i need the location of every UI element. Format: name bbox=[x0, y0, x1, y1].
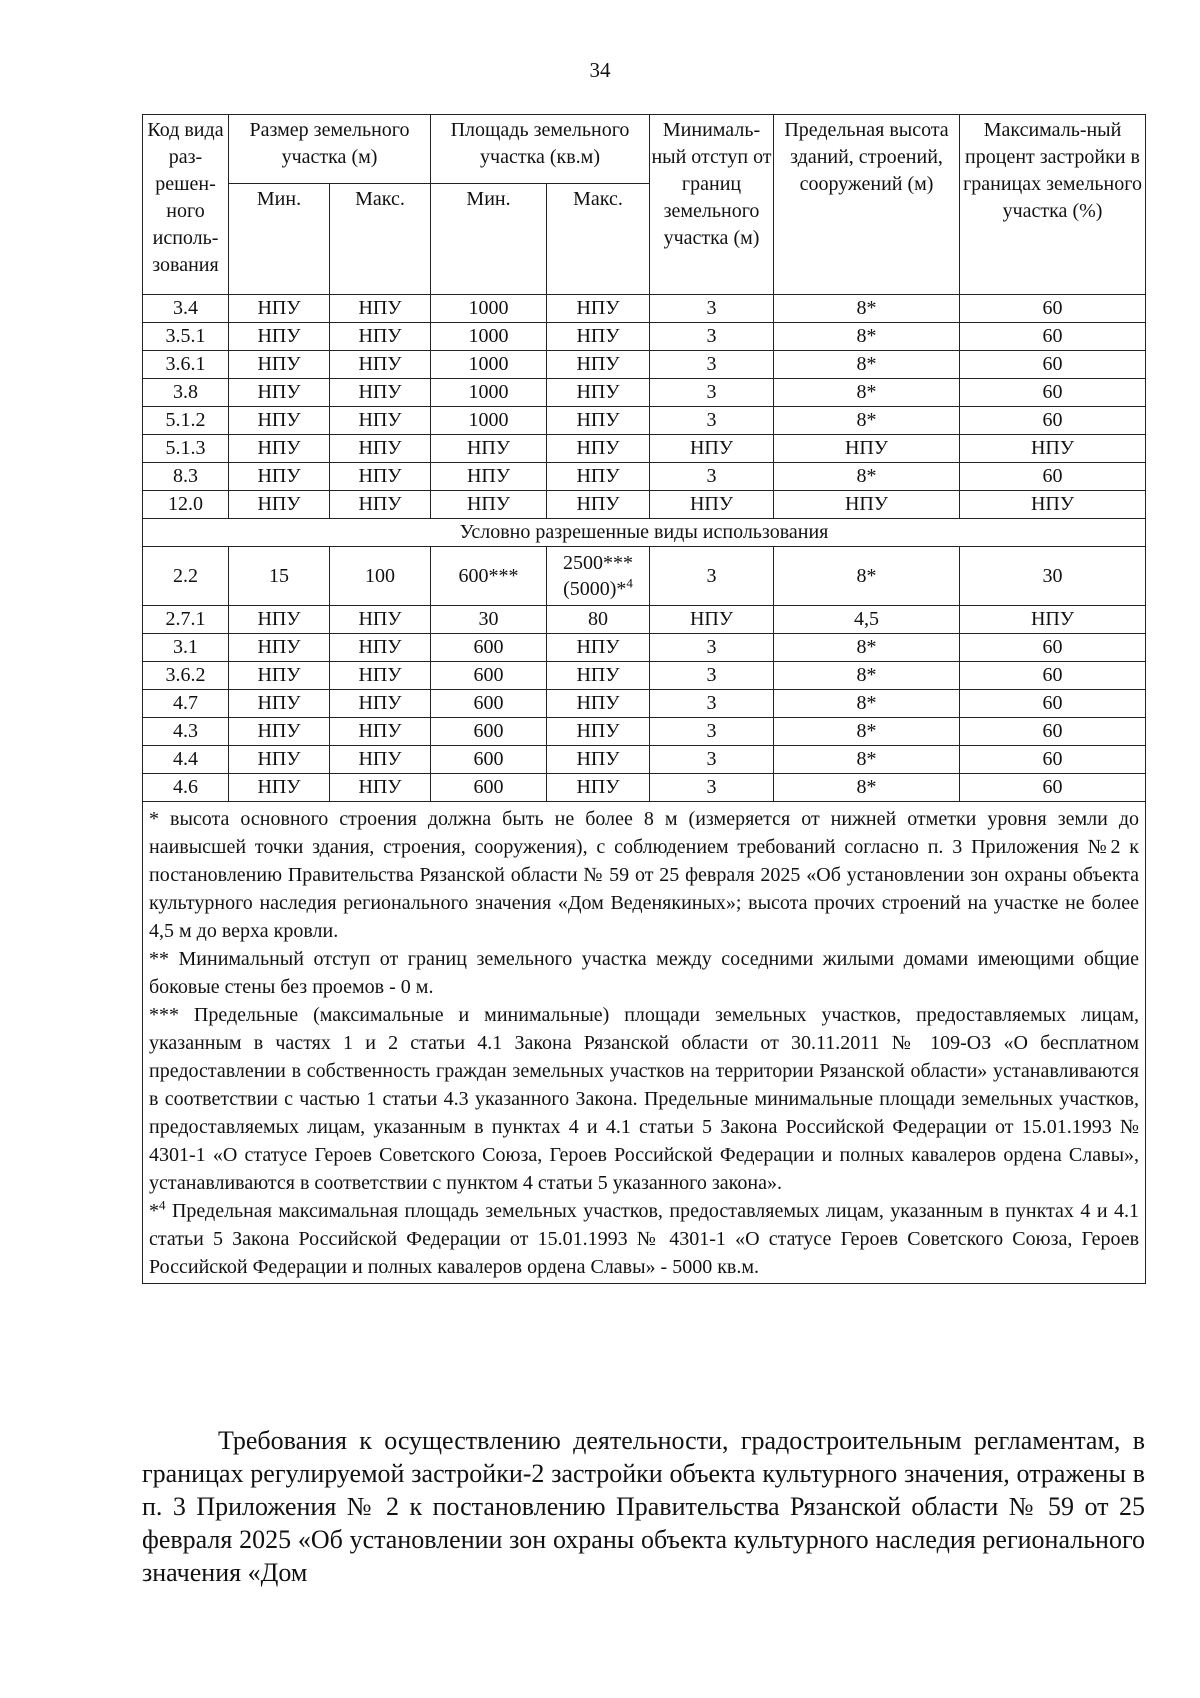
area-max-line1: 2500*** bbox=[563, 552, 634, 574]
header-row-1 bbox=[143, 115, 1146, 184]
header-code: Код вида раз-решен-ного исполь-зования bbox=[143, 115, 229, 295]
cell-height: 8* bbox=[774, 634, 960, 662]
cell-size-min: НПУ bbox=[229, 351, 330, 379]
cell-area-min: НПУ bbox=[431, 435, 547, 463]
cell-size-min: НПУ bbox=[229, 463, 330, 491]
cell-percent: 60 bbox=[960, 463, 1146, 491]
cell-area-min: 1000 bbox=[431, 351, 547, 379]
header-size-group: Размер земельного участка (м) bbox=[229, 115, 431, 184]
cell-percent: 30 bbox=[960, 547, 1146, 606]
header-size-min: Мин. bbox=[229, 184, 330, 295]
cell-area-min: 1000 bbox=[431, 323, 547, 351]
cell-setback: 3 bbox=[650, 662, 774, 690]
header-min-setback: Минималь-ный отступ от границ земельного участка (м) bbox=[650, 115, 774, 295]
table-row bbox=[143, 491, 1146, 519]
cell-setback: 3 bbox=[650, 323, 774, 351]
cell-area-min: 1000 bbox=[431, 407, 547, 435]
cell-percent: 60 bbox=[960, 295, 1146, 323]
cell-setback: 3 bbox=[650, 351, 774, 379]
area-max-line2: (5000)* bbox=[563, 578, 627, 600]
cell-area-min: 1000 bbox=[431, 379, 547, 407]
cell-code: 2.2 bbox=[143, 547, 229, 606]
header-max-percent: Максималь-ный процент застройки в границах земельного участка (%) bbox=[960, 115, 1146, 295]
cell-size-min: НПУ bbox=[229, 295, 330, 323]
cell-code: 3.8 bbox=[143, 379, 229, 407]
note-max-area-mark: * bbox=[149, 1200, 159, 1222]
table-row bbox=[143, 323, 1146, 351]
cell-setback: НПУ bbox=[650, 606, 774, 634]
cell-size-max: НПУ bbox=[330, 379, 431, 407]
cell-size-max: НПУ bbox=[330, 690, 431, 718]
cell-code: 3.6.2 bbox=[143, 662, 229, 690]
cell-height: 8* bbox=[774, 351, 960, 379]
note-max-area-sup: 4 bbox=[159, 1197, 166, 1213]
cell-percent: 60 bbox=[960, 634, 1146, 662]
cell-setback: 3 bbox=[650, 295, 774, 323]
cell-size-min: НПУ bbox=[229, 323, 330, 351]
cell-height: 8* bbox=[774, 662, 960, 690]
cell-size-min: НПУ bbox=[229, 662, 330, 690]
table-row bbox=[143, 351, 1146, 379]
cell-height: 8* bbox=[774, 295, 960, 323]
page-number: 34 bbox=[589, 58, 611, 82]
header-max-height: Предельная высота зданий, строений, сооружений (м) bbox=[774, 115, 960, 295]
cell-area-max: НПУ bbox=[547, 491, 650, 519]
cell-percent: 60 bbox=[960, 407, 1146, 435]
cell-size-max: НПУ bbox=[330, 295, 431, 323]
cell-code: 4.7 bbox=[143, 690, 229, 718]
cell-area-min: 600 bbox=[431, 774, 547, 802]
cell-size-min: НПУ bbox=[229, 407, 330, 435]
cell-area-max: НПУ bbox=[547, 351, 650, 379]
table-row bbox=[143, 606, 1146, 634]
cell-code: 4.6 bbox=[143, 774, 229, 802]
footnote-sup: 4 bbox=[626, 575, 633, 591]
cell-code: 4.4 bbox=[143, 746, 229, 774]
main-rows bbox=[143, 295, 1146, 519]
cell-area-max bbox=[547, 547, 650, 606]
cell-percent: 60 bbox=[960, 379, 1146, 407]
cell-setback: 3 bbox=[650, 547, 774, 606]
cell-size-min: НПУ bbox=[229, 379, 330, 407]
cell-size-max: НПУ bbox=[330, 774, 431, 802]
cell-area-max: НПУ bbox=[547, 718, 650, 746]
cell-area-min: 600 bbox=[431, 634, 547, 662]
cell-code: 3.1 bbox=[143, 634, 229, 662]
cell-area-min: 600*** bbox=[431, 547, 547, 606]
cell-area-min: 1000 bbox=[431, 295, 547, 323]
conditional-section bbox=[143, 519, 1146, 606]
notes-row bbox=[143, 802, 1146, 1284]
note-max-area bbox=[149, 1197, 1139, 1281]
table-row bbox=[143, 435, 1146, 463]
cell-size-max: НПУ bbox=[330, 606, 431, 634]
regulations-table bbox=[142, 114, 1146, 1284]
cell-height: 8* bbox=[774, 463, 960, 491]
note-setback: ** Минимальный отступ от границ земельного участка между соседними жилыми домами имеющими общие боковые стены без проемов - 0 м. bbox=[149, 948, 1140, 998]
cell-height: 8* bbox=[774, 547, 960, 606]
cell-size-min: 15 bbox=[229, 547, 330, 606]
cell-setback: 3 bbox=[650, 718, 774, 746]
cell-percent: НПУ bbox=[960, 606, 1146, 634]
table-row bbox=[143, 690, 1146, 718]
cell-size-max: 100 bbox=[330, 547, 431, 606]
cell-area-min: 600 bbox=[431, 690, 547, 718]
cell-area-max: НПУ bbox=[547, 295, 650, 323]
cell-percent: 60 bbox=[960, 718, 1146, 746]
cell-area-max: НПУ bbox=[547, 323, 650, 351]
cell-setback: 3 bbox=[650, 634, 774, 662]
cell-setback: 3 bbox=[650, 746, 774, 774]
cell-area-max: НПУ bbox=[547, 379, 650, 407]
body-paragraph: Требования к осуществлению деятельности, градостроительным регламентам, в границах регулируемой застройки-2 застройки объекта культурного значения, отражены в п. 3 Приложения № 2 к постановлению Правительства Рязанской области № 59 от 25 февраля 2025 «Об установлении зон охраны объекта культурного наследия регионального значения «Дом bbox=[142, 1426, 1145, 1587]
cell-height: 4,5 bbox=[774, 606, 960, 634]
header-size-max: Макс. bbox=[330, 184, 431, 295]
cell-area-min: 30 bbox=[431, 606, 547, 634]
cell-setback: НПУ bbox=[650, 491, 774, 519]
table-row bbox=[143, 774, 1146, 802]
cell-area-max: НПУ bbox=[547, 407, 650, 435]
cell-height: НПУ bbox=[774, 491, 960, 519]
cell-percent: 60 bbox=[960, 351, 1146, 379]
table-row bbox=[143, 463, 1146, 491]
cell-height: 8* bbox=[774, 718, 960, 746]
cell-area-max: 80 bbox=[547, 606, 650, 634]
cell-size-max: НПУ bbox=[330, 718, 431, 746]
cell-code: 12.0 bbox=[143, 491, 229, 519]
cell-size-min: НПУ bbox=[229, 491, 330, 519]
cell-area-max: НПУ bbox=[547, 435, 650, 463]
cell-code: 3.5.1 bbox=[143, 323, 229, 351]
note-area-limits: *** Предельные (максимальные и минимальные) площади земельных участков, предоставляемых лицам, указанным в частях 1 и 2 статьи 4.1 Закона Рязанской области от 30.11.2011 № 109-ОЗ «О бесплатном предоставлении в собственность граждан земельных участков на территории Рязанской области» устанавливаются в соответствии с частью 1 статьи 4.3 указанного Закона. Предельные минимальные площади земельных участков, предоставляемых лицам, указанным в пунктах 4 и 4.1 статьи 5 Закона Российской Федерации от 15.01.1993 № 4301-1 «О статусе Героев Советского Союза, Героев Российской Федерации и полных кавалеров ордена Славы», устанавливаются в соответствии с пунктом 4 статьи 5 указанного закона». bbox=[149, 1004, 1140, 1194]
cell-height: 8* bbox=[774, 746, 960, 774]
note-height: * высота основного строения должна быть не более 8 м (измеряется от нижней отметки уровня земли до наивысшей точки здания, строения, сооружения), с соблюдением требований согласно п. 3 Приложения №2 к постановлению Правительства Рязанской области № 59 от 25 февраля 2025 «Об установлении зон охраны объекта культурного наследия регионального значения «Дом Веденякиных»; высота прочих строений на участке не более 4,5 м до верха кровли. bbox=[149, 808, 1140, 942]
cell-size-min: НПУ bbox=[229, 634, 330, 662]
cell-percent: НПУ bbox=[960, 491, 1146, 519]
cell-area-min: НПУ bbox=[431, 463, 547, 491]
cell-size-min: НПУ bbox=[229, 606, 330, 634]
cell-size-max: НПУ bbox=[330, 407, 431, 435]
section-row bbox=[143, 519, 1146, 547]
note-max-area-text: Предельная максимальная площадь земельных участков, предоставляемых лицам, указанным в пунктах 4 и 4.1 статьи 5 Закона Российской Федерации от 15.01.1993 № 4301-1 «О статусе Героев Советского Союза, Героев Российской Федерации и полных кавалеров ордена Славы» - 5000 кв.м. bbox=[149, 1200, 1140, 1278]
cell-area-min: 600 bbox=[431, 662, 547, 690]
cell-code: 3.4 bbox=[143, 295, 229, 323]
section-title: Условно разрешенные виды использования bbox=[143, 519, 1146, 547]
table-row bbox=[143, 634, 1146, 662]
cell-area-min: 600 bbox=[431, 746, 547, 774]
cell-code: 5.1.3 bbox=[143, 435, 229, 463]
cell-height: 8* bbox=[774, 690, 960, 718]
cell-setback: 3 bbox=[650, 407, 774, 435]
cell-size-max: НПУ bbox=[330, 435, 431, 463]
cell-size-min: НПУ bbox=[229, 690, 330, 718]
cell-percent: 60 bbox=[960, 662, 1146, 690]
cell-area-max: НПУ bbox=[547, 690, 650, 718]
cell-size-min: НПУ bbox=[229, 435, 330, 463]
cell-percent: 60 bbox=[960, 690, 1146, 718]
cell-setback: 3 bbox=[650, 463, 774, 491]
cell-size-max: НПУ bbox=[330, 351, 431, 379]
cell-size-min: НПУ bbox=[229, 746, 330, 774]
cell-setback: 3 bbox=[650, 379, 774, 407]
cell-setback: НПУ bbox=[650, 435, 774, 463]
notes-cell bbox=[143, 802, 1146, 1284]
cell-height: НПУ bbox=[774, 435, 960, 463]
cell-size-max: НПУ bbox=[330, 323, 431, 351]
cell-size-max: НПУ bbox=[330, 463, 431, 491]
cell-code: 2.7.1 bbox=[143, 606, 229, 634]
cell-code: 4.3 bbox=[143, 718, 229, 746]
cell-area-max: НПУ bbox=[547, 774, 650, 802]
cell-area-min: НПУ bbox=[431, 491, 547, 519]
table-row bbox=[143, 547, 1146, 606]
cell-area-max: НПУ bbox=[547, 662, 650, 690]
cell-height: 8* bbox=[774, 323, 960, 351]
table-row bbox=[143, 407, 1146, 435]
cell-size-max: НПУ bbox=[330, 491, 431, 519]
conditional-rows bbox=[143, 606, 1146, 802]
table-row bbox=[143, 718, 1146, 746]
cell-size-max: НПУ bbox=[330, 746, 431, 774]
cell-setback: 3 bbox=[650, 690, 774, 718]
cell-height: 8* bbox=[774, 379, 960, 407]
cell-percent: 60 bbox=[960, 774, 1146, 802]
cell-size-max: НПУ bbox=[330, 634, 431, 662]
notes-section bbox=[143, 802, 1146, 1284]
cell-percent: 60 bbox=[960, 746, 1146, 774]
header-area-min: Мин. bbox=[431, 184, 547, 295]
cell-size-min: НПУ bbox=[229, 718, 330, 746]
cell-area-min: 600 bbox=[431, 718, 547, 746]
header-area-group: Площадь земельного участка (кв.м) bbox=[431, 115, 650, 184]
table-row bbox=[143, 662, 1146, 690]
cell-code: 5.1.2 bbox=[143, 407, 229, 435]
cell-area-max: НПУ bbox=[547, 634, 650, 662]
cell-code: 3.6.1 bbox=[143, 351, 229, 379]
table-row bbox=[143, 295, 1146, 323]
cell-area-max: НПУ bbox=[547, 746, 650, 774]
cell-size-min: НПУ bbox=[229, 774, 330, 802]
table-row bbox=[143, 379, 1146, 407]
cell-percent: НПУ bbox=[960, 435, 1146, 463]
cell-height: 8* bbox=[774, 407, 960, 435]
cell-percent: 60 bbox=[960, 323, 1146, 351]
cell-setback: 3 bbox=[650, 774, 774, 802]
table-row bbox=[143, 746, 1146, 774]
cell-size-max: НПУ bbox=[330, 662, 431, 690]
cell-height: 8* bbox=[774, 774, 960, 802]
cell-area-max: НПУ bbox=[547, 463, 650, 491]
cell-code: 8.3 bbox=[143, 463, 229, 491]
header-area-max: Макс. bbox=[547, 184, 650, 295]
